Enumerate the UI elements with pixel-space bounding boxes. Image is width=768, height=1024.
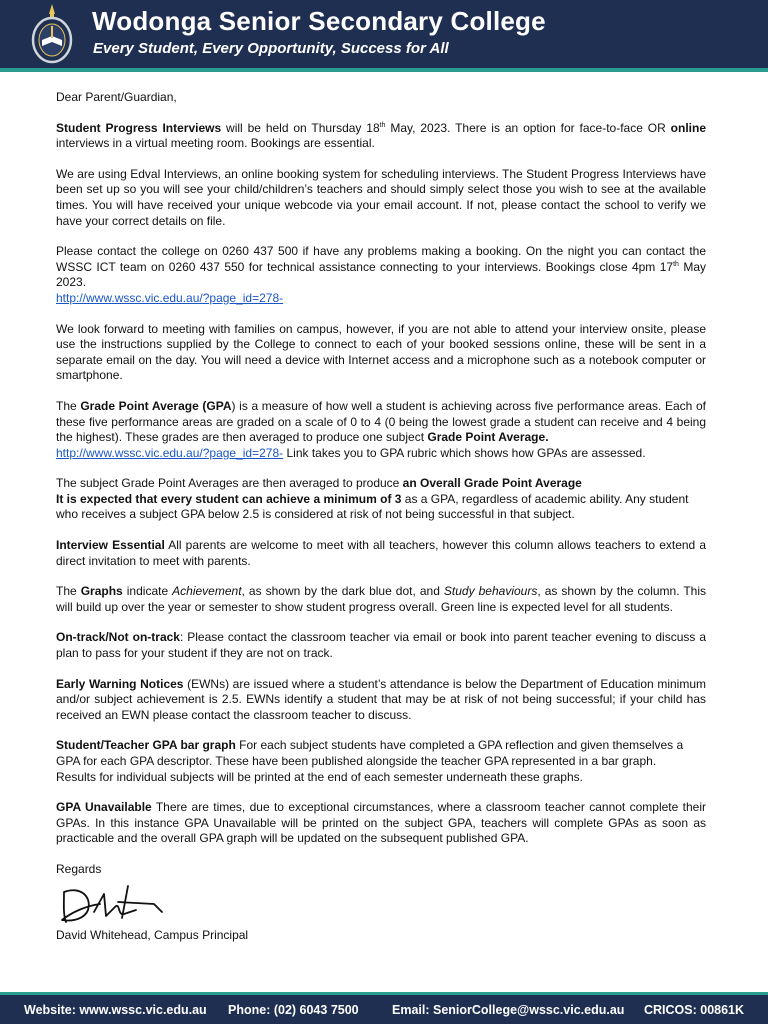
- school-crest-icon: [30, 2, 74, 66]
- footer-website[interactable]: Website: www.wssc.vic.edu.au: [24, 1003, 207, 1017]
- paragraph-on-track: On-track/Not on-track: Please contact the classroom teacher via email or book into parent teacher evening to discuss a plan to pass for your student if they are not on track.: [56, 630, 706, 661]
- footer-email[interactable]: Email: SeniorCollege@wssc.vic.edu.au: [392, 1003, 625, 1017]
- gpa-rubric-link[interactable]: http://www.wssc.vic.edu.au/?page_id=278-: [56, 445, 284, 460]
- paragraph-bar-graph: Student/Teacher GPA bar graph For each subject students have completed a GPA reflection and given themselves a GPA for each GPA descriptor. These have been published alongside the teacher GPA represented in a bar graph. Results for individual subjects will be printed at the end of each semester underneath these graphs.: [56, 738, 684, 784]
- paragraph-online: We look forward to meeting with families on campus, however, if you are not able to attend your interview onsite, please use the instructions supplied by the College to connect to each of your booked sessions online, these will be sent in a separate email on the day. You will need a device with Internet access and a microphone such as a notebook computer or smartphone.: [56, 321, 706, 383]
- paragraph-interview-essential: Interview Essential All parents are welcome to meet with all teachers, however this column allows teachers to extend a direct invitation to meet with parents.: [56, 538, 706, 568]
- paragraph-overall-gpa: The subject Grade Point Averages are then averaged to produce an Overall Grade Point Average It is expected that every student can achieve a minimum of 3 as a GPA, regardless of academic ability. Any student who receives a subject GPA below 2.5 is considered at risk of not being successful in that subject.: [56, 476, 689, 522]
- booking-link[interactable]: http://www.wssc.vic.edu.au/?page_id=278-: [56, 290, 284, 305]
- paragraph-early-warning: Early Warning Notices (EWNs) are issued where a student’s attendance is below the Department of Education minimum and/or subject achievement is 2.5. EWNs identify a student that may be at risk of not being successful; if your child has received an EWN please contact the classroom teacher to discuss.: [56, 676, 706, 722]
- footer-bar: [0, 992, 768, 1024]
- paragraph-gpa-unavailable: GPA Unavailable There are times, due to exceptional circumstances, where a classroom teacher cannot complete their GPAs. In this instance GPA Unavailable will be printed on the subject GPA, teachers will complete GPAs as soon as practicable and the overall GPA graph will be updated on the subsequent published GPA.: [56, 800, 706, 846]
- salutation: Dear Parent/Guardian,: [56, 90, 177, 104]
- footer-phone: Phone: (02) 6043 7500: [228, 1003, 359, 1017]
- college-name: Wodonga Senior Secondary College: [92, 6, 546, 36]
- paragraph-edval: We are using Edval Interviews, an online booking system for scheduling interviews. The Student Progress Interviews have been set up so you will see your child/children’s teachers and should simply select those you wish to see at the available times. You will have received your unique webcode via your email account. If not, please contact the school to verify we have your correct details on file.: [56, 166, 706, 228]
- signatory: David Whitehead, Campus Principal: [56, 927, 249, 942]
- footer-cricos: CRICOS: 00861K: [644, 1003, 745, 1017]
- paragraph-gpa: The Grade Point Average (GPA) is a measure of how well a student is achieving across five performance areas. Each of these five performance areas are graded on a scale of 0 to 4 (0 being the lowest grade a student can receive and 4 being the highest). These grades are then averaged to produce one subject Grade Point Average. http://www.wssc.vic.edu.au/?page_id=278- Link takes you to GPA rubric which shows how GPAs are assessed.: [56, 398, 706, 460]
- header-banner: [0, 0, 768, 72]
- closing: Regards: [56, 861, 102, 876]
- paragraph-graphs: The Graphs indicate Achievement, as shown by the dark blue dot, and Study behaviours, as shown by the column. This will build up over the year or semester to show student progress overall. Green line is expected level for all students.: [56, 584, 707, 614]
- college-motto: Every Student, Every Opportunity, Success for All: [93, 40, 449, 57]
- paragraph-contact: Please contact the college on 0260 437 500 if have any problems making a booking. On the night you can contact the WSSC ICT team on 0260 437 550 for technical assistance connecting to your interviews. Bookings close 4pm 17th May 2023. http://www.wssc.vic.edu.au/?page_id=278-: [56, 244, 706, 305]
- handwritten-signature: [58, 882, 168, 926]
- paragraph-interviews: Student Progress Interviews will be held on Thursday 18th May, 2023. There is an option for face-to-face OR online interviews in a virtual meeting room. Bookings are essential.: [56, 120, 707, 151]
- letter-body: [56, 90, 706, 958]
